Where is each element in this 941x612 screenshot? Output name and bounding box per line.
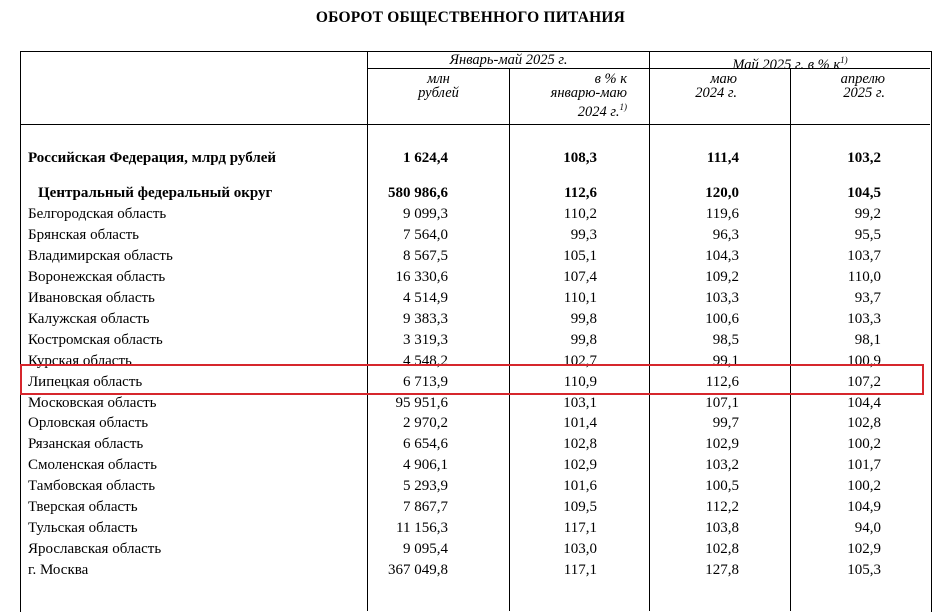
row-value-v2: 101,4 <box>563 415 597 431</box>
row-value-v1: 11 156,3 <box>396 520 448 536</box>
table-row <box>21 497 930 518</box>
row-value-v1: 16 330,6 <box>395 269 448 285</box>
row-value-v3: 98,5 <box>712 332 739 348</box>
row-region-name: Московская область <box>28 395 157 411</box>
row-value-v4: 94,0 <box>854 520 881 536</box>
table-row <box>21 267 930 288</box>
row-value-v3: 120,0 <box>705 185 739 201</box>
row-value-v1: 9 099,3 <box>403 206 448 222</box>
table-row <box>21 539 930 560</box>
row-region-name: Тверская область <box>28 499 138 515</box>
row-value-v4: 102,8 <box>847 415 881 431</box>
row-value-v2: 103,1 <box>563 395 597 411</box>
table-row <box>21 148 930 169</box>
highlight-box <box>20 364 924 395</box>
row-value-v2: 110,1 <box>563 290 597 306</box>
row-value-v1: 3 319,3 <box>403 332 448 348</box>
header-bottom-line <box>20 124 930 125</box>
table-row <box>21 413 930 434</box>
table-row <box>21 560 930 581</box>
row-value-v4: 102,9 <box>847 541 881 557</box>
row-region-name: Владимирская область <box>28 248 173 264</box>
row-region-name: Тамбовская область <box>28 478 156 494</box>
row-value-v4: 101,7 <box>847 457 881 473</box>
row-value-v1: 6 713,9 <box>403 374 448 390</box>
row-value-v1: 367 049,8 <box>388 562 448 578</box>
row-value-v1: 6 654,6 <box>403 436 448 452</box>
row-value-v1: 4 514,9 <box>403 290 448 306</box>
row-region-name: Тульская область <box>28 520 138 536</box>
row-value-v4: 104,4 <box>847 395 881 411</box>
row-value-v3: 103,8 <box>705 520 739 536</box>
row-value-v1: 5 293,9 <box>403 478 448 494</box>
table-row <box>21 330 930 351</box>
row-value-v3: 102,9 <box>705 436 739 452</box>
row-value-v3: 96,3 <box>712 227 739 243</box>
row-value-v2: 99,8 <box>570 311 597 327</box>
row-value-v2: 102,7 <box>563 353 597 369</box>
row-value-v4: 104,9 <box>847 499 881 515</box>
row-value-v2: 102,8 <box>563 436 597 452</box>
row-value-v4: 110,0 <box>847 269 881 285</box>
row-value-v2: 112,6 <box>564 185 597 201</box>
row-value-v2: 110,9 <box>563 374 597 390</box>
row-region-name: Липецкая область <box>28 374 143 390</box>
row-value-v1: 8 567,5 <box>403 248 448 264</box>
row-region-name: Калужская область <box>28 311 150 327</box>
row-value-v4: 95,5 <box>854 227 881 243</box>
row-value-v4: 104,5 <box>847 185 881 201</box>
table-row <box>21 434 930 455</box>
table-row <box>21 518 930 539</box>
row-value-v3: 111,4 <box>706 150 739 166</box>
row-value-v4: 103,2 <box>847 150 881 166</box>
table-row <box>21 288 930 309</box>
table-row <box>21 455 930 476</box>
row-region-name: Курская область <box>28 353 132 369</box>
row-value-v1: 1 624,4 <box>403 150 448 166</box>
row-value-v4: 107,2 <box>847 374 881 390</box>
row-value-v3: 100,5 <box>705 478 739 494</box>
header-col-pct-jan-may: в % к январю-маю 2024 г.$^{1)}$ <box>550 71 627 120</box>
row-region-name: Орловская область <box>28 415 149 431</box>
row-value-v3: 112,6 <box>705 374 739 390</box>
row-region-name: Ярославская область <box>28 541 162 557</box>
row-value-v2: 99,8 <box>570 332 597 348</box>
row-region-name: Костромская область <box>28 332 163 348</box>
row-value-v4: 93,7 <box>854 290 881 306</box>
table-row <box>21 204 930 225</box>
table-row <box>21 393 930 414</box>
row-value-v3: 100,6 <box>705 311 739 327</box>
row-value-v1: 580 986,6 <box>388 185 448 201</box>
row-value-v2: 107,4 <box>563 269 597 285</box>
row-value-v2: 117,1 <box>563 520 597 536</box>
row-value-v2: 102,9 <box>563 457 597 473</box>
header-group-jan-may: Январь-май 2025 г. <box>449 52 568 68</box>
row-value-v1: 9 383,3 <box>403 311 448 327</box>
table-row <box>21 246 930 267</box>
row-value-v4: 99,2 <box>854 206 881 222</box>
row-value-v3: 103,3 <box>705 290 739 306</box>
row-value-v2: 110,2 <box>563 206 597 222</box>
row-value-v3: 109,2 <box>705 269 739 285</box>
row-region-name: Смоленская область <box>28 457 157 473</box>
row-region-name: Брянская область <box>28 227 140 243</box>
row-value-v3: 119,6 <box>705 206 739 222</box>
row-value-v1: 4 548,2 <box>403 353 448 369</box>
row-value-v4: 100,2 <box>847 478 881 494</box>
row-value-v1: 4 906,1 <box>403 457 448 473</box>
header-col-apr-2025: апрелю 2025 г. <box>840 71 885 101</box>
page-title: ОБОРОТ ОБЩЕСТВЕННОГО ПИТАНИЯ <box>315 9 626 26</box>
row-region-name: Воронежская область <box>28 269 166 285</box>
row-value-v1: 95 951,6 <box>395 395 448 411</box>
row-value-v2: 108,3 <box>563 150 597 166</box>
header-col-mln-rub: млн рублей <box>418 71 459 101</box>
row-value-v2: 117,1 <box>563 562 597 578</box>
row-value-v1: 7 867,7 <box>403 499 448 515</box>
row-region-name: Ивановская область <box>28 290 155 306</box>
row-value-v2: 101,6 <box>563 478 597 494</box>
row-value-v1: 7 564,0 <box>403 227 448 243</box>
table-row <box>21 225 930 246</box>
row-value-v4: 100,9 <box>847 353 881 369</box>
row-value-v3: 112,2 <box>705 499 739 515</box>
row-value-v3: 99,7 <box>712 415 739 431</box>
row-value-v1: 2 970,2 <box>403 415 448 431</box>
row-region-name: Центральный федеральный округ <box>38 185 273 201</box>
row-region-name: Рязанская область <box>28 436 144 452</box>
row-value-v2: 103,0 <box>563 541 597 557</box>
row-value-v3: 103,2 <box>705 457 739 473</box>
row-value-v2: 99,3 <box>570 227 597 243</box>
row-value-v4: 98,1 <box>854 332 881 348</box>
table-row <box>21 183 930 204</box>
row-value-v2: 109,5 <box>563 499 597 515</box>
row-value-v3: 102,8 <box>705 541 739 557</box>
row-value-v3: 127,8 <box>705 562 739 578</box>
row-value-v4: 103,3 <box>847 311 881 327</box>
row-value-v3: 99,1 <box>712 353 739 369</box>
row-value-v4: 105,3 <box>847 562 881 578</box>
row-value-v1: 9 095,4 <box>403 541 448 557</box>
header-group-may: Май 2025 г. в % $к^{1)}$ <box>732 55 848 73</box>
header-col-may-2024: маю 2024 г. <box>695 71 737 101</box>
row-value-v4: 103,7 <box>847 248 881 264</box>
row-value-v3: 107,1 <box>705 395 739 411</box>
row-value-v2: 105,1 <box>563 248 597 264</box>
row-region-name: г. Москва <box>28 562 89 578</box>
row-region-name: Белгородская область <box>28 206 167 222</box>
table-row <box>21 476 930 497</box>
row-value-v4: 100,2 <box>847 436 881 452</box>
table-row <box>21 309 930 330</box>
row-value-v3: 104,3 <box>705 248 739 264</box>
row-region-name: Российская Федерация, млрд рублей <box>28 150 277 166</box>
